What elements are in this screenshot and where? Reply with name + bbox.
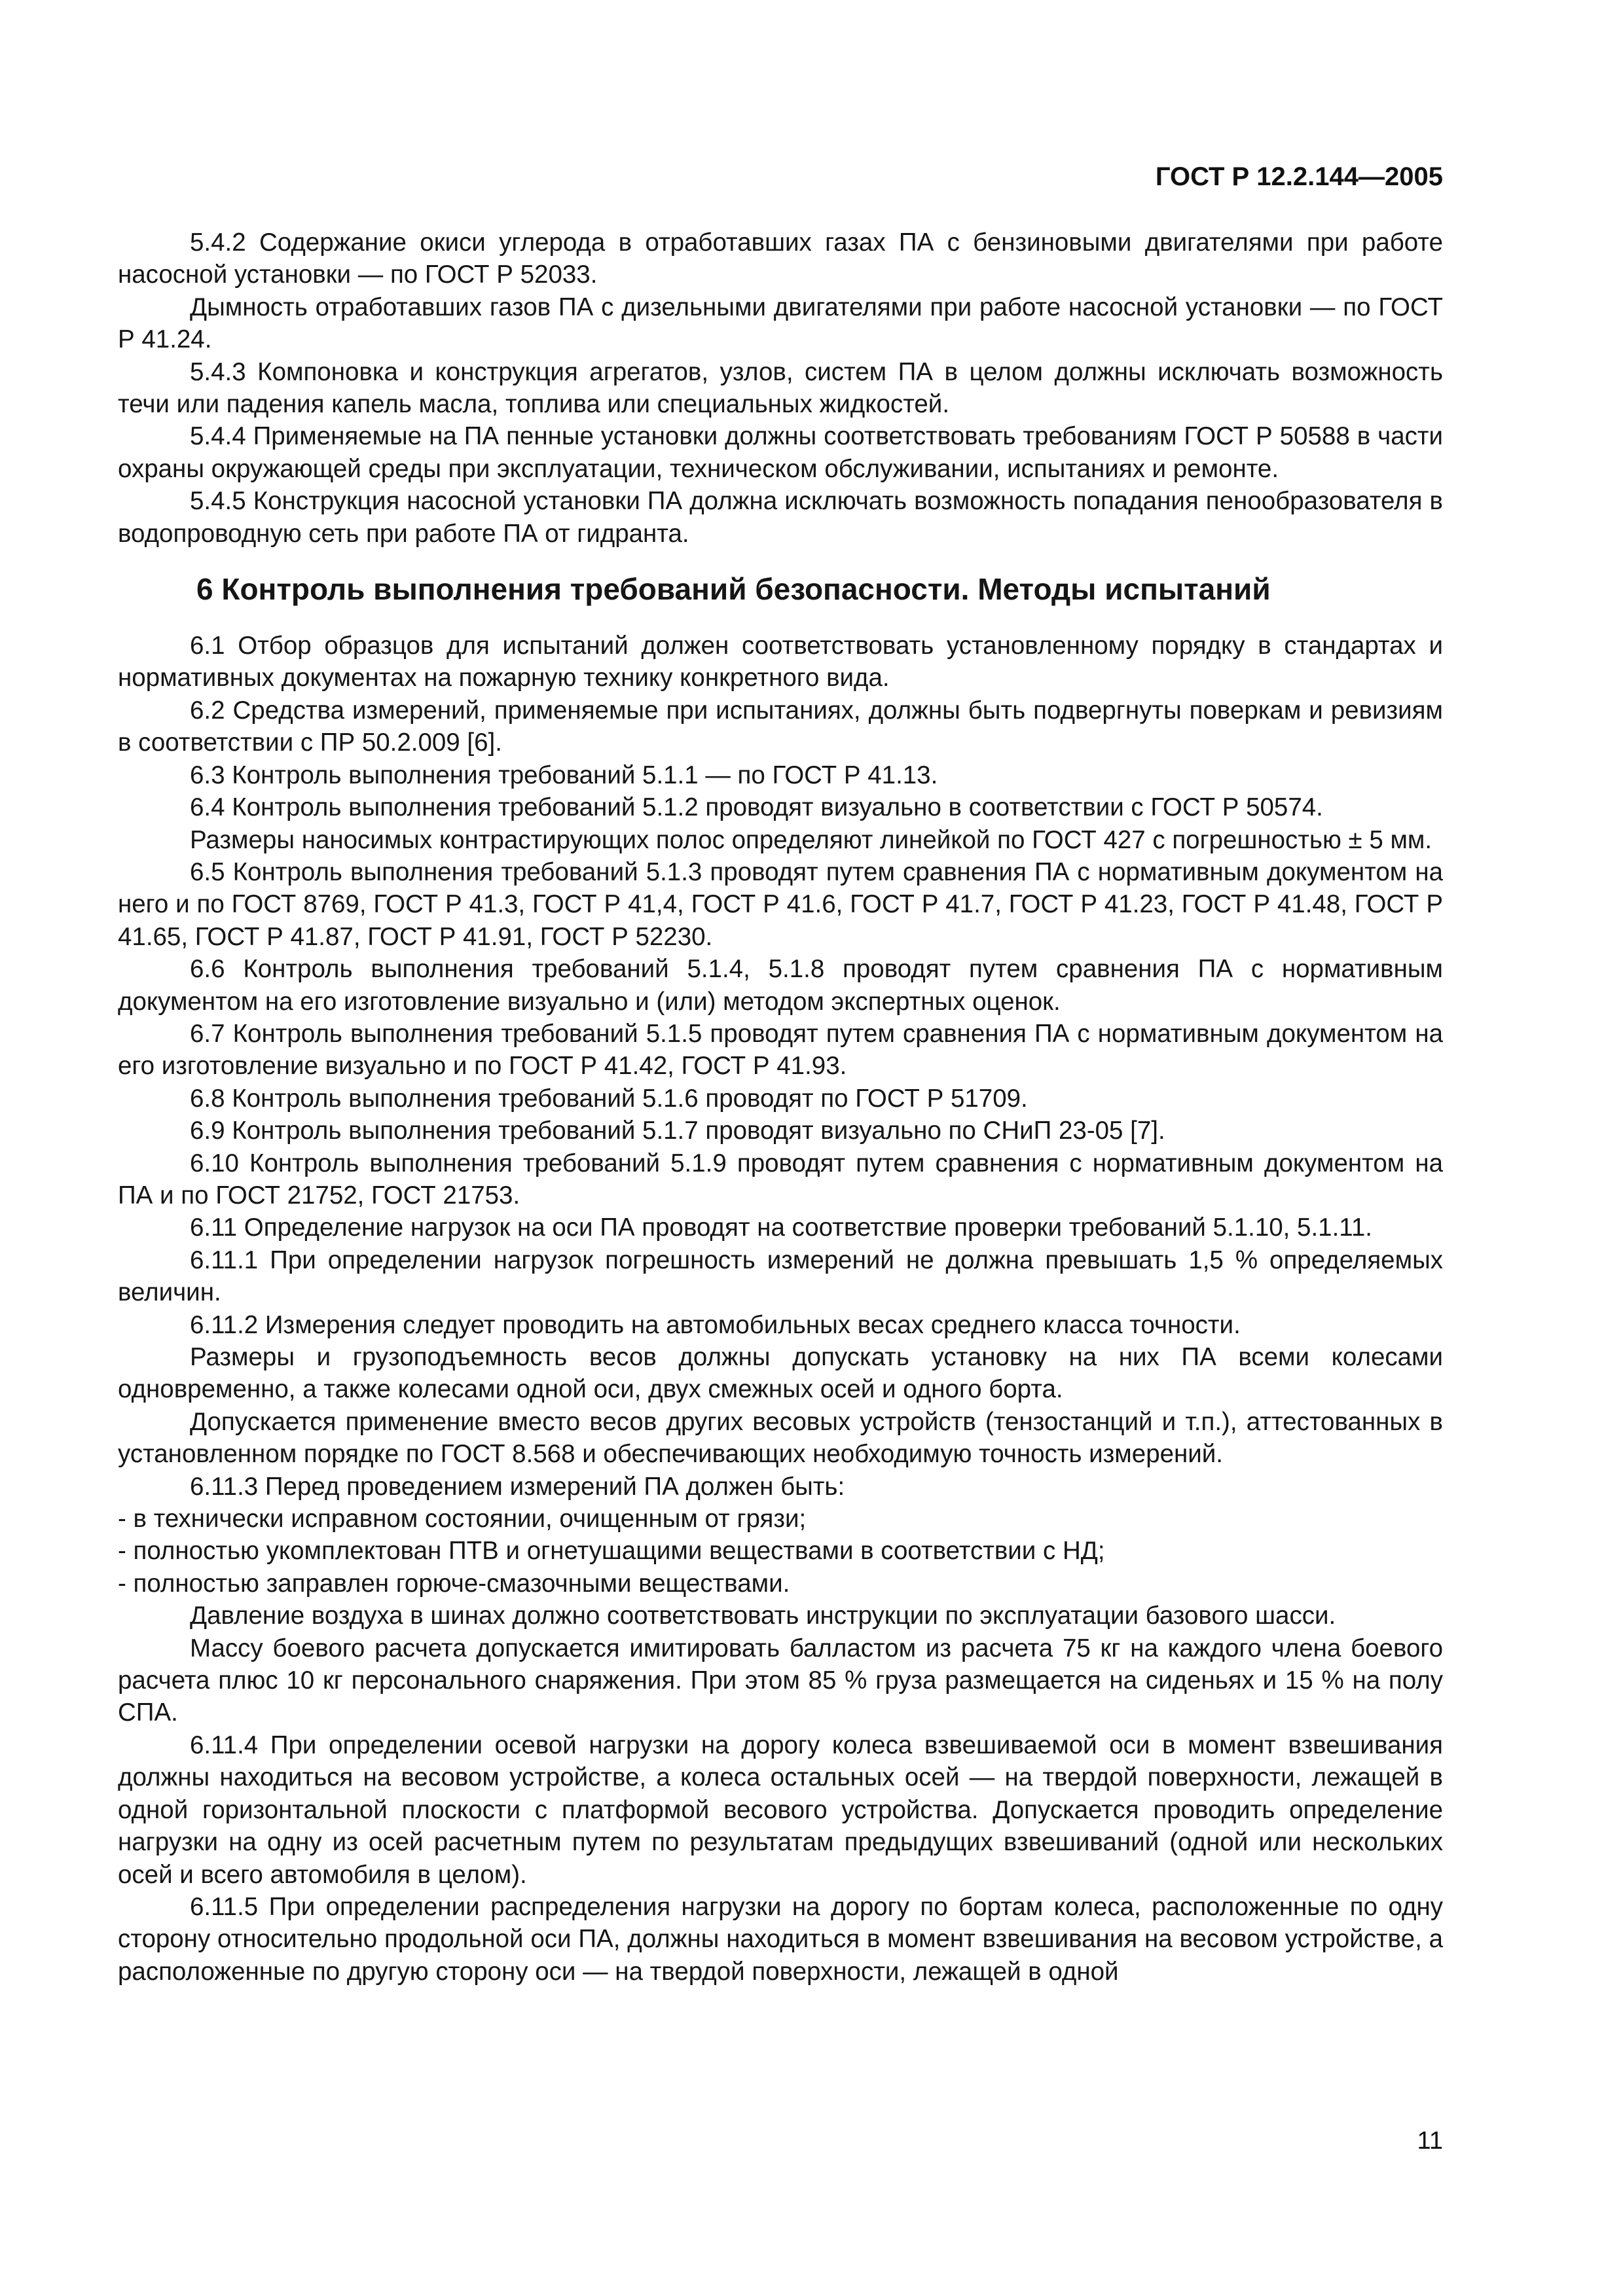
- paragraph: 6.5 Контроль выполнения требований 5.1.3 проводят путем сравнения ПА с нормативным документом на него и по ГОСТ 8769, ГОСТ Р 41.3, ГОСТ Р 41,4, ГОСТ Р 41.6, ГОСТ Р 41.7, ГОСТ Р 41.23, ГОСТ Р 41.48, ГОСТ Р 41.65, ГОСТ Р 41.87, ГОСТ Р 41.91, ГОСТ Р 52230.: [118, 857, 1443, 951]
- paragraph: 6.11 Определение нагрузок на оси ПА проводят на соответствие проверки требований 5.1.10, 5.1.11.: [190, 1213, 1372, 1242]
- document-body: [118, 226, 1443, 1988]
- list-item: - полностью заправлен горюче-смазочными веществами.: [118, 1569, 790, 1598]
- paragraph: 6.6 Контроль выполнения требований 5.1.4, 5.1.8 проводят путем сравнения ПА с нормативным документом на его изготовление визуально и (или) методом экспертных оценок.: [118, 955, 1443, 1016]
- paragraph: 6.11.5 При определении распределения нагрузки на дорогу по бортам колеса, расположенные по одну сторону относительно продольной оси ПА, должны находиться в момент взвешивания на весовом устройстве, а расположенные по другую сторону оси — на твердой поверхности, лежащей в одной: [118, 1892, 1443, 1986]
- paragraph: Размеры и грузоподъемность весов должны допускать установку на них ПА всеми колесами одновременно, а также колесами одной оси, двух смежных осей и одного борта.: [118, 1343, 1443, 1404]
- paragraph: 6.3 Контроль выполнения требований 5.1.1 — по ГОСТ Р 41.13.: [190, 761, 938, 789]
- page-number: 11: [1417, 2127, 1443, 2155]
- paragraph: 5.4.3 Компоновка и конструкция агрегатов, узлов, систем ПА в целом должны исключать возможность течи или падения капель масла, топлива или специальных жидкостей.: [118, 357, 1443, 419]
- paragraph: Допускается применение вместо весов других весовых устройств (тензостанций и т.п.), аттестованных в установленном порядке по ГОСТ 8.568 и обеспечивающих необходимую точность измерений.: [118, 1407, 1443, 1469]
- paragraph: 6.11.2 Измерения следует проводить на автомобильных весах среднего класса точности.: [190, 1310, 1241, 1339]
- section-heading: 6 Контроль выполнения требований безопасности. Методы испытаний: [196, 572, 1271, 607]
- paragraph: 6.9 Контроль выполнения требований 5.1.7 проводят визуально по СНиП 23-05 [7].: [190, 1117, 1165, 1145]
- paragraph: 6.2 Средства измерений, применяемые при испытаниях, должны быть подвергнуты поверкам и ревизиям в соответствии с ПР 50.2.009 [6].: [118, 696, 1443, 757]
- paragraph: Давление воздуха в шинах должно соответствовать инструкции по эксплуатации базового шасси.: [190, 1602, 1336, 1630]
- paragraph: 6.10 Контроль выполнения требований 5.1.9 проводят путем сравнения с нормативным документом на ПА и по ГОСТ 21752, ГОСТ 21753.: [118, 1149, 1443, 1210]
- list-item: - полностью укомплектован ПТВ и огнетушащими веществами в соответствии с НД;: [118, 1537, 1105, 1566]
- paragraph: Дымность отработавших газов ПА с дизельными двигателями при работе насосной установки — по ГОСТ Р 41.24.: [118, 293, 1443, 354]
- paragraph: Массу боевого расчета допускается имитировать балластом из расчета 75 кг на каждого члена боевого расчета плюс 10 кг персонального снаряжения. При этом 85 % груза размещается на сиденьях и 15 % на полу СПА.: [118, 1634, 1443, 1727]
- paragraph: 5.4.5 Конструкция насосной установки ПА должна исключать возможность попадания пенообразователя в водопроводную сеть при работе ПА от гидранта.: [118, 487, 1443, 548]
- document-header: ГОСТ Р 12.2.144—2005: [1155, 162, 1443, 191]
- paragraph: 6.8 Контроль выполнения требований 5.1.6 проводят по ГОСТ Р 51709.: [190, 1084, 1028, 1113]
- paragraph: 6.11.4 При определении осевой нагрузки на дорогу колеса взвешиваемой оси в момент взвешивания должны находиться на весовом устройстве, а колеса остальных осей — на твердой поверхности, лежащей в одной горизонтальной плоскости с платформой весового устройства. Допускается проводить определение нагрузки на одну из осей расчетным путем по результатам предыдущих взвешиваний (одной или нескольких осей и всего автомобиля в целом).: [118, 1731, 1443, 1889]
- paragraph: 6.1 Отбор образцов для испытаний должен соответствовать установленному порядку в стандартах и нормативных документах на пожарную технику конкретного вида.: [118, 632, 1443, 692]
- list-item: - в технически исправном состоянии, очищенным от грязи;: [118, 1505, 807, 1534]
- paragraph: 6.7 Контроль выполнения требований 5.1.5 проводят путем сравнения ПА с нормативным документом на его изготовление визуально и по ГОСТ Р 41.42, ГОСТ Р 41.93.: [118, 1019, 1443, 1081]
- paragraph: 6.4 Контроль выполнения требований 5.1.2 проводят визуально в соответствии с ГОСТ Р 50574.: [190, 793, 1323, 822]
- paragraph: 5.4.4 Применяемые на ПА пенные установки должны соответствовать требованиям ГОСТ Р 50588 в части охраны окружающей среды при эксплуатации, техническом обслуживании, испытаниях и ремонте.: [118, 422, 1443, 483]
- paragraph: 6.11.3 Перед проведением измерений ПА должен быть:: [190, 1472, 845, 1501]
- paragraph: Размеры наносимых контрастирующих полос определяют линейкой по ГОСТ 427 с погрешностью ± 5 мм.: [190, 825, 1432, 854]
- paragraph: 5.4.2 Содержание окиси углерода в отработавших газах ПА с бензиновыми двигателями при работе насосной установки — по ГОСТ Р 52033.: [118, 228, 1443, 289]
- paragraph: 6.11.1 При определении нагрузок погрешность измерений не должна превышать 1,5 % определяемых величин.: [118, 1246, 1443, 1307]
